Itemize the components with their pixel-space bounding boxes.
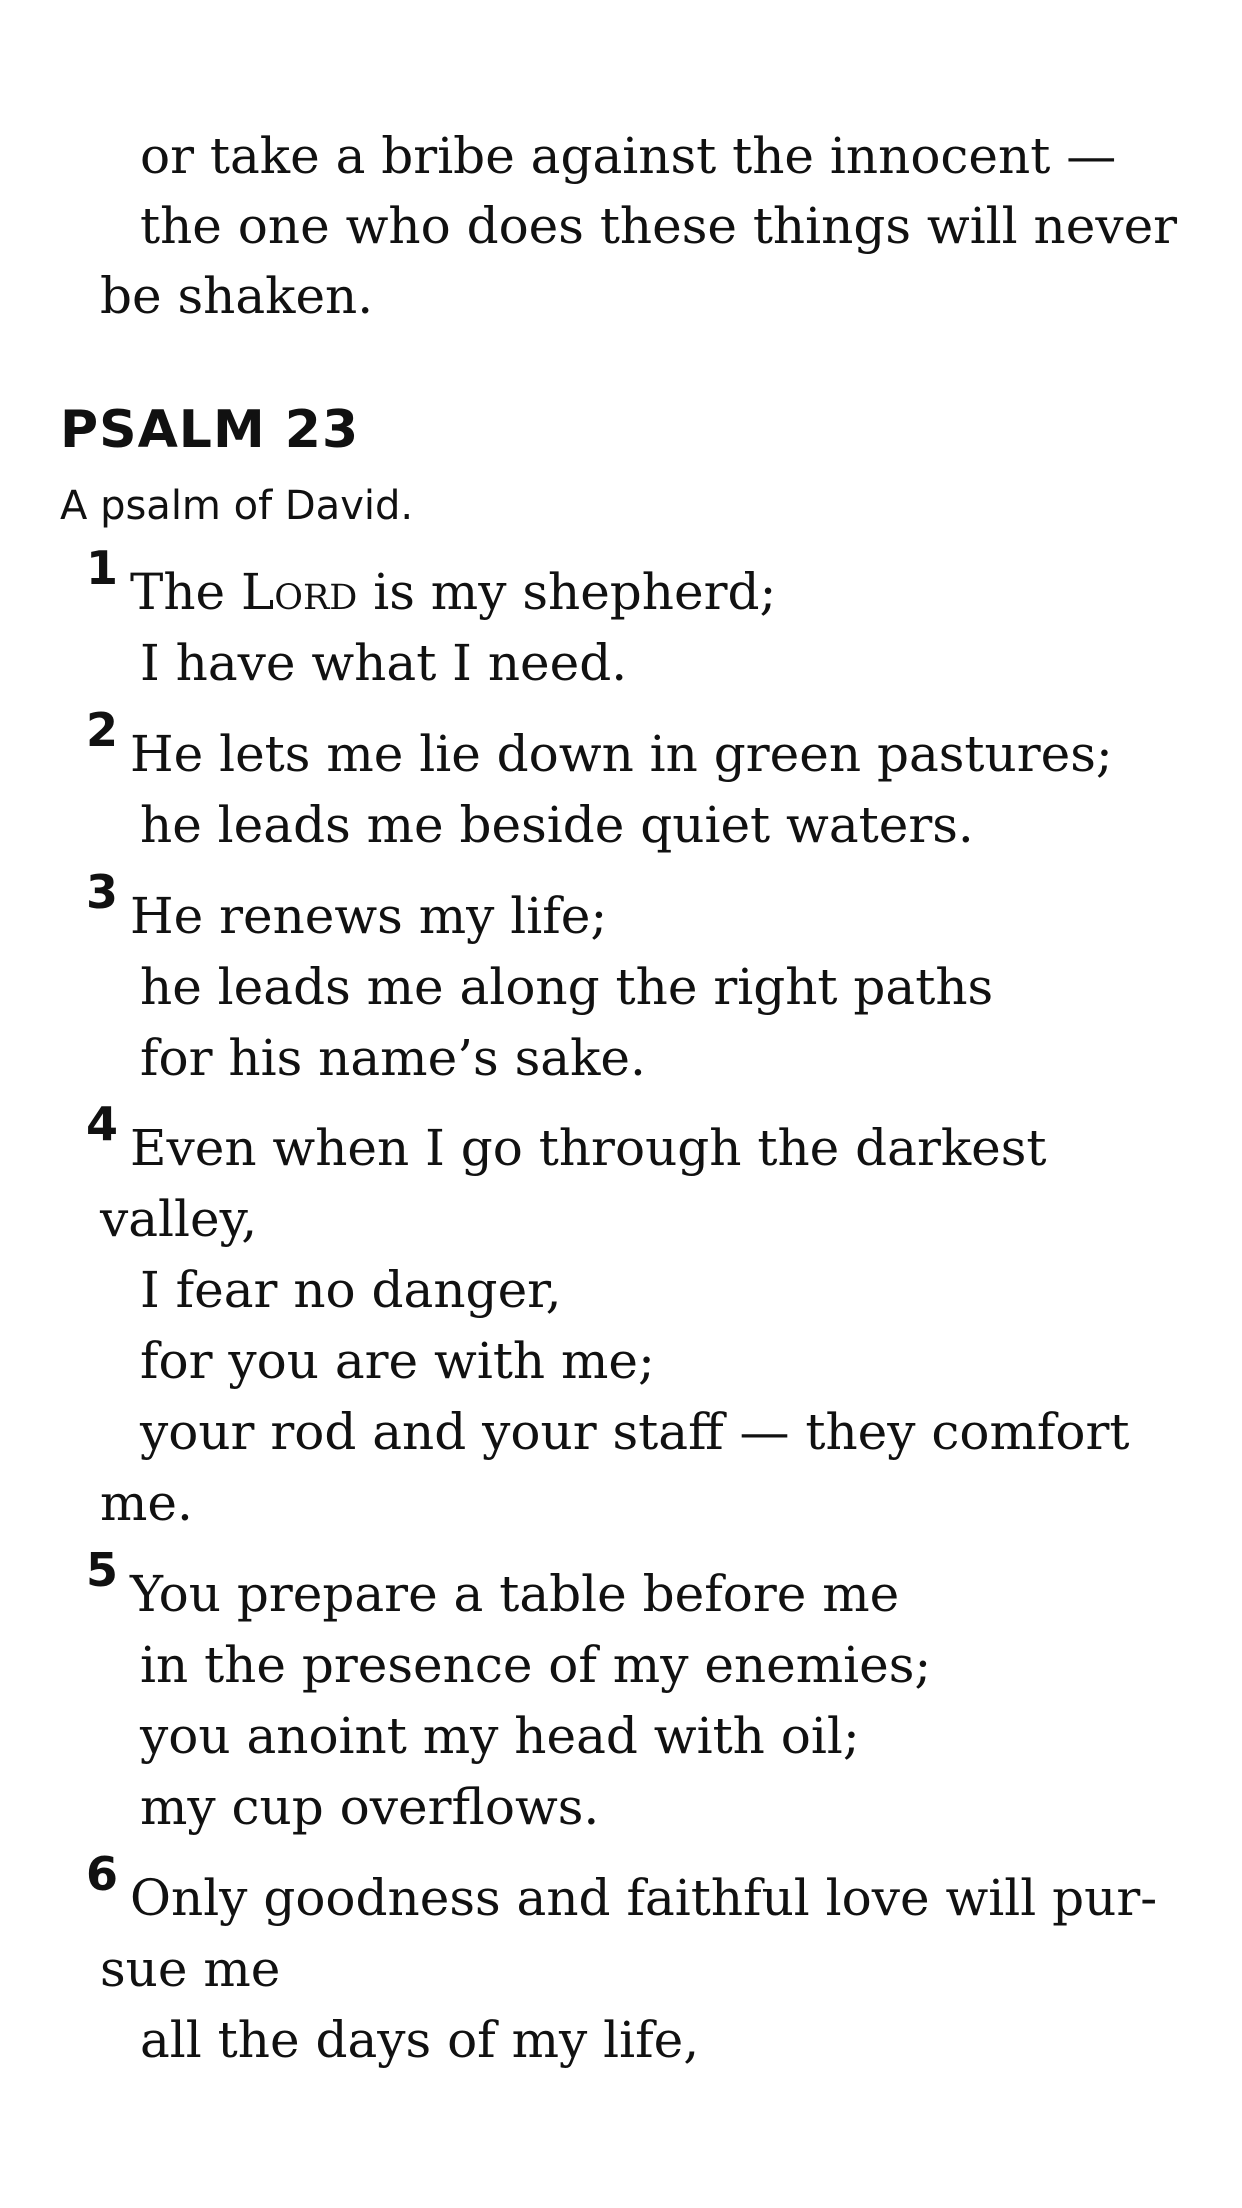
prev-line-1: or take a bribe against the innocent — [140,127,1117,185]
verse-6-line-1-wrap: sue me [100,1940,281,1998]
verse-4-line-4-wrap: me. [100,1474,193,1532]
verse-number-2: 2 [86,703,119,757]
verse-3-line-1: He renews my life; [130,887,608,945]
verse-1-lord: Lord [241,563,358,621]
verse-4-line-1: Even when I go through the darkest [130,1119,1047,1177]
prev-line-3: be shaken. [100,267,374,325]
verse-4-line-1-wrap: valley, [100,1190,258,1248]
verse-number-6: 6 [86,1847,119,1901]
verse-4-line-4: your rod and your staff — they comfort [140,1403,1130,1461]
verse-4-line-2: I fear no danger, [140,1261,562,1319]
verse-2-line-1: He lets me lie down in green pastures; [130,725,1113,783]
verse-number-4: 4 [86,1097,119,1151]
psalm-title: PSALM 23 [60,400,360,460]
verse-2-line-2: he leads me beside quiet waters. [140,796,974,854]
verse-3-line-2: he leads me along the right paths [140,958,994,1016]
verse-5-line-2: in the presence of my enemies; [140,1636,932,1694]
verse-6-line-1: Only goodness and faithful love will pur- [130,1869,1158,1927]
verse-number-3: 3 [86,865,119,919]
verse-1-line-1 [130,556,776,628]
verse-number-5: 5 [86,1543,119,1597]
verse-4-line-3: for you are with me; [140,1332,655,1390]
verse-number-1: 1 [86,541,119,595]
verse-3-line-3: for his name’s sake. [140,1029,646,1087]
verse-6-line-2: all the days of my life, [140,2011,700,2069]
verse-1-prefix: The [130,563,242,621]
prev-line-2: the one who does these things will never [140,197,1178,255]
verse-5-line-3: you anoint my head with oil; [140,1707,860,1765]
verse-1-suffix: is my shepherd; [357,563,777,621]
verse-5-line-1: You prepare a table before me [130,1565,900,1623]
verse-5-line-4: my cup overflows. [140,1778,600,1836]
verse-1-line-2: I have what I need. [140,634,628,692]
psalm-subtitle: A psalm of David. [60,483,414,529]
